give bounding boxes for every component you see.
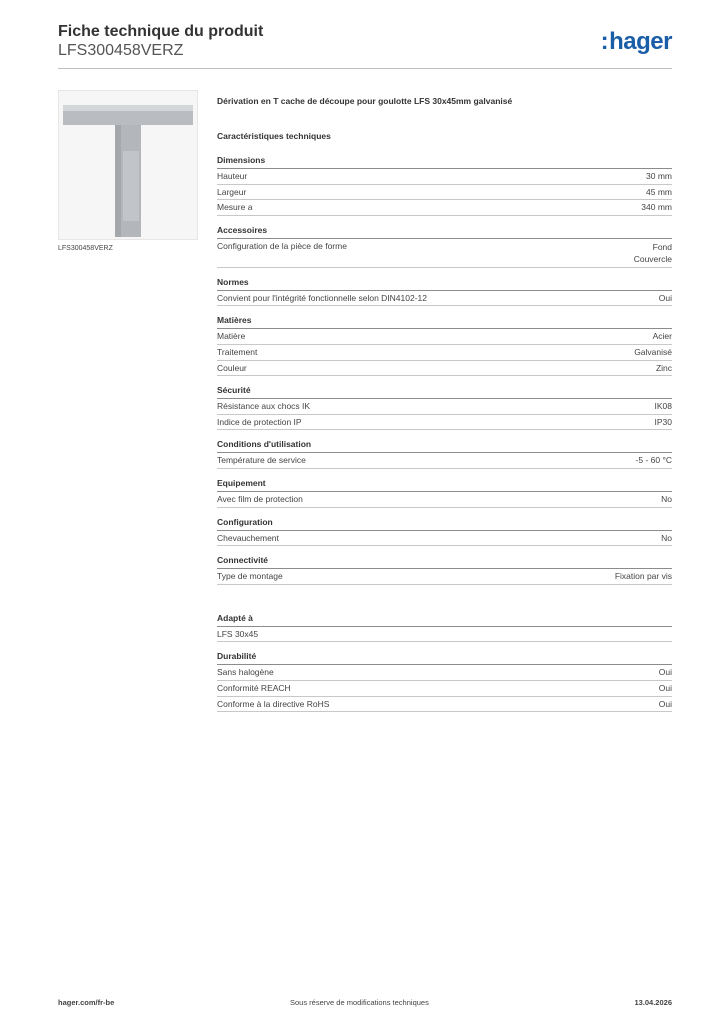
spec-label: Résistance aux chocs IK — [217, 401, 311, 412]
section-title: Dimensions — [217, 155, 672, 169]
spec-row — [217, 453, 672, 469]
spec-value: 30 mm — [646, 171, 672, 181]
footer-website-link[interactable]: hager.com/fr-be — [58, 998, 115, 1007]
spec-label: Avec film de protection — [217, 493, 303, 504]
section-title: Equipement — [217, 478, 672, 492]
footer-date: 13.04.2026 — [634, 998, 672, 1007]
product-image — [58, 90, 198, 240]
section-title: Sécurité — [217, 385, 672, 399]
spec-label: LFS 30x45 — [217, 628, 259, 639]
section-matieres — [217, 315, 672, 376]
spec-row — [217, 169, 672, 185]
spec-label: Convient pour l'intégrité fonctionnelle selon DIN4102-12 — [217, 292, 428, 303]
section-title: Durabilité — [217, 651, 672, 665]
spec-value: 45 mm — [646, 186, 672, 197]
spec-value: Oui — [658, 292, 672, 303]
product-reference: LFS300458VERZ — [58, 42, 184, 59]
spec-value: Oui — [658, 682, 672, 693]
spec-label: Traitement — [217, 346, 258, 357]
section-durabilite — [217, 651, 672, 712]
product-description: Dérivation en T cache de découpe pour goulotte LFS 30x45mm galvanisé — [217, 96, 513, 106]
spec-row — [217, 627, 672, 643]
spec-row — [217, 361, 672, 377]
page-title: Fiche technique du produit — [58, 23, 264, 40]
spec-value: No — [661, 532, 672, 543]
section-adapte — [217, 613, 672, 643]
section-title: Configuration — [217, 517, 672, 531]
section-title: Accessoires — [217, 225, 672, 239]
spec-row — [217, 531, 672, 547]
spec-row — [217, 200, 672, 216]
spec-value — [634, 241, 672, 265]
tech-characteristics-heading: Caractéristiques techniques — [217, 131, 331, 141]
hager-logo — [601, 28, 672, 56]
header-divider — [58, 68, 672, 69]
section-accessoires — [217, 225, 672, 268]
spec-value-line: Couvercle — [633, 253, 672, 264]
spec-value: Oui — [658, 667, 672, 678]
spec-label: Conforme à la directive RoHS — [217, 698, 330, 709]
section-title: Matières — [217, 315, 672, 329]
spec-value: Galvanisé — [634, 346, 672, 357]
section-title: Connectivité — [217, 555, 672, 569]
spec-label: Sans halogène — [217, 667, 274, 678]
spec-row — [217, 415, 672, 431]
section-configuration — [217, 517, 672, 547]
section-title: Normes — [217, 277, 672, 291]
footer-disclaimer: Sous réserve de modifications techniques — [290, 998, 429, 1007]
section-equipement — [217, 478, 672, 508]
spec-row — [217, 569, 672, 585]
logo-colon-mark: : — [600, 28, 609, 55]
spec-row — [217, 697, 672, 713]
spec-label: Couleur — [217, 362, 247, 373]
spec-label: Chevauchement — [217, 532, 279, 543]
spec-row — [217, 239, 672, 268]
section-title: Adapté à — [217, 613, 672, 627]
product-image-caption: LFS300458VERZ — [58, 245, 113, 252]
spec-label: Configuration de la pièce de forme — [217, 240, 347, 251]
section-normes — [217, 277, 672, 307]
spec-label: Conformité REACH — [217, 682, 291, 693]
spec-value: 340 mm — [641, 202, 672, 213]
section-connectivite — [217, 555, 672, 585]
spec-label: Hauteur — [217, 171, 248, 181]
spec-value: Zinc — [655, 362, 672, 373]
spec-row — [217, 681, 672, 697]
spec-label: Type de montage — [217, 571, 283, 582]
section-dimensions — [217, 155, 672, 216]
spec-value: Acier — [652, 331, 672, 342]
spec-value: Fixation par vis — [614, 571, 672, 582]
spec-row — [217, 345, 672, 361]
section-conditions — [217, 439, 672, 469]
section-securite — [217, 385, 672, 430]
spec-value: IK08 — [654, 401, 672, 412]
spec-value: IP30 — [654, 416, 672, 427]
product-details — [217, 96, 672, 721]
spec-value: -5 - 60 °C — [635, 455, 672, 466]
spec-row — [217, 185, 672, 201]
spec-row — [217, 291, 672, 307]
t-junction-illustration — [59, 91, 197, 239]
spec-row — [217, 399, 672, 415]
spec-value: No — [661, 493, 672, 504]
spec-row — [217, 665, 672, 681]
spec-row — [217, 329, 672, 345]
page-header — [58, 22, 263, 60]
spec-value: Oui — [658, 698, 672, 709]
spec-label: Indice de protection IP — [217, 416, 302, 427]
spec-row — [217, 492, 672, 508]
spec-label: Mesure a — [217, 202, 253, 213]
logo-text: hager — [609, 28, 672, 55]
section-title: Conditions d'utilisation — [217, 439, 672, 453]
spec-value-line: Fond — [652, 241, 672, 252]
spec-label: Matière — [217, 331, 246, 342]
spec-label: Température de service — [217, 455, 306, 466]
spec-label: Largeur — [217, 186, 247, 197]
